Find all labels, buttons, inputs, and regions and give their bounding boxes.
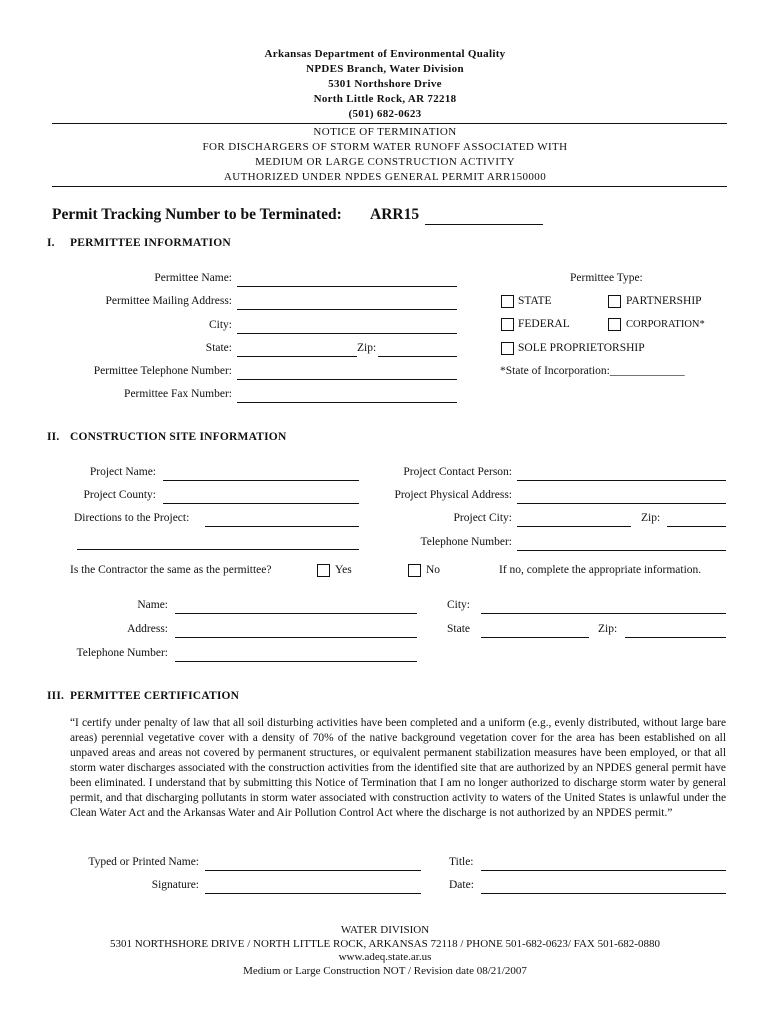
mailing-address-label: Permittee Mailing Address: bbox=[105, 295, 232, 307]
title-field[interactable] bbox=[481, 870, 726, 871]
project-zip-field[interactable] bbox=[667, 526, 726, 527]
directions-field-1[interactable] bbox=[205, 526, 359, 527]
sole-proprietorship-checkbox[interactable] bbox=[501, 342, 514, 355]
fax-label: Permittee Fax Number: bbox=[124, 388, 232, 400]
section-1-number: I. bbox=[47, 237, 55, 249]
header-rule-bottom bbox=[52, 186, 727, 187]
state-checkbox-label: STATE bbox=[518, 295, 552, 307]
footer-address: 5301 NORTHSHORE DRIVE / NORTH LITTLE ROCK, ARKANSAS 72118 / PHONE 501-682-0623/ FAX 501-682-0880 bbox=[110, 938, 660, 950]
contractor-zip-label: Zip: bbox=[598, 623, 618, 635]
footer-revision: Medium or Large Construction NOT / Revision date 08/21/2007 bbox=[243, 965, 527, 977]
project-name-field[interactable] bbox=[163, 480, 359, 481]
project-zip-label: Zip: bbox=[641, 512, 661, 524]
contractor-yes-checkbox[interactable] bbox=[317, 564, 330, 577]
partnership-checkbox-label: PARTNERSHIP bbox=[626, 295, 702, 307]
contractor-telephone-label: Telephone Number: bbox=[76, 647, 168, 659]
section-3-heading: PERMITTEE CERTIFICATION bbox=[70, 690, 240, 702]
contractor-state-label: State bbox=[447, 623, 470, 635]
zip-field[interactable] bbox=[378, 356, 457, 357]
tracking-label: Permit Tracking Number to be Terminated: bbox=[52, 206, 342, 223]
if-no-instruction: If no, complete the appropriate information. bbox=[499, 564, 702, 576]
project-county-label: Project County: bbox=[83, 489, 156, 501]
project-city-field[interactable] bbox=[517, 526, 631, 527]
contractor-no-checkbox[interactable] bbox=[408, 564, 421, 577]
branch-name: NPDES Branch, Water Division bbox=[306, 63, 464, 75]
footer-website[interactable]: www.adeq.state.ar.us bbox=[338, 951, 432, 963]
city-field[interactable] bbox=[237, 333, 457, 334]
corporation-checkbox[interactable] bbox=[608, 318, 621, 331]
contractor-name-label: Name: bbox=[137, 599, 168, 611]
state-field[interactable] bbox=[237, 356, 357, 357]
contractor-yes-label: Yes bbox=[335, 564, 352, 576]
agency-name: Arkansas Department of Environmental Quality bbox=[264, 48, 506, 60]
physical-address-field[interactable] bbox=[517, 503, 726, 504]
contractor-address-label: Address: bbox=[127, 623, 168, 635]
contractor-no-label: No bbox=[426, 564, 441, 576]
contact-person-label: Project Contact Person: bbox=[403, 466, 512, 478]
permittee-name-field[interactable] bbox=[237, 286, 457, 287]
agency-city: North Little Rock, AR 72218 bbox=[313, 93, 457, 105]
typed-name-label: Typed or Printed Name: bbox=[88, 856, 199, 868]
title-label: Title: bbox=[449, 856, 474, 868]
project-name-label: Project Name: bbox=[89, 466, 156, 478]
form-title-4: AUTHORIZED UNDER NPDES GENERAL PERMIT ARR150000 bbox=[223, 171, 547, 183]
project-county-field[interactable] bbox=[163, 503, 359, 504]
federal-checkbox-label: FEDERAL bbox=[518, 318, 570, 330]
tracking-number-field[interactable] bbox=[425, 224, 543, 225]
contractor-name-field[interactable] bbox=[175, 613, 417, 614]
sole-proprietorship-label: SOLE PROPRIETORSHIP bbox=[518, 342, 645, 354]
header-rule-top bbox=[52, 123, 727, 124]
date-field[interactable] bbox=[481, 893, 726, 894]
permittee-name-label: Permittee Name: bbox=[154, 272, 232, 284]
fax-field[interactable] bbox=[237, 402, 457, 403]
contractor-city-field[interactable] bbox=[481, 613, 726, 614]
permittee-type-label: Permittee Type: bbox=[570, 272, 643, 284]
section-1-heading: PERMITTEE INFORMATION bbox=[70, 237, 231, 249]
directions-field-2[interactable] bbox=[77, 549, 359, 550]
footer-division: WATER DIVISION bbox=[340, 924, 430, 936]
state-checkbox[interactable] bbox=[501, 295, 514, 308]
project-city-label: Project City: bbox=[453, 512, 512, 524]
mailing-address-field[interactable] bbox=[237, 309, 457, 310]
section-2-heading: CONSTRUCTION SITE INFORMATION bbox=[70, 431, 287, 443]
city-label: City: bbox=[208, 319, 232, 331]
form-title-1: NOTICE OF TERMINATION bbox=[313, 126, 457, 138]
contractor-telephone-field[interactable] bbox=[175, 661, 417, 662]
project-telephone-label: Telephone Number: bbox=[420, 536, 512, 548]
state-of-incorporation-label: *State of Incorporation:_____________ bbox=[500, 365, 685, 377]
contractor-question: Is the Contractor the same as the permittee? bbox=[70, 564, 272, 576]
agency-phone: (501) 682-0623 bbox=[348, 108, 422, 120]
tracking-prefix: ARR15 bbox=[370, 206, 420, 223]
certification-statement: “I certify under penalty of law that all soil disturbing activities have been completed and a uniform (e.g., evenly distributed, without large bare areas) perennial vegetative cover with a density of 70% of the native background vegetation cover for the area has been established on all unpaved areas and areas not covered by permanent structures, or equivalent permanent stabilization measures have been employed, or that all storm water discharges associated with the construction activities from the identified site that are authorized by an NPDES general permit have been eliminated. I understand that by submitting this Notice of Termination that I am no longer authorized to discharge storm water by general permit, and that discharging pollutants in storm water associated with construction activity to waters of the United States is unlawful under the Clean Water Act and the Arkansas Water and Air Pollution Control Act where the discharge is not authorized by an NPDES permit.” bbox=[70, 717, 726, 819]
section-2-number: II. bbox=[47, 431, 60, 443]
date-label: Date: bbox=[449, 879, 474, 891]
contractor-zip-field[interactable] bbox=[625, 637, 726, 638]
corporation-checkbox-label: CORPORATION* bbox=[626, 319, 705, 330]
physical-address-label: Project Physical Address: bbox=[394, 489, 512, 501]
contact-person-field[interactable] bbox=[517, 480, 726, 481]
state-of-incorporation-field[interactable]: _____________ bbox=[609, 365, 685, 377]
directions-label: Directions to the Project: bbox=[74, 512, 190, 524]
agency-street: 5301 Northshore Drive bbox=[328, 78, 442, 90]
signature-label: Signature: bbox=[151, 879, 199, 891]
contractor-city-label: City: bbox=[447, 599, 471, 611]
typed-name-field[interactable] bbox=[205, 870, 421, 871]
form-title-3: MEDIUM OR LARGE CONSTRUCTION ACTIVITY bbox=[255, 156, 515, 168]
state-label: State: bbox=[205, 342, 232, 354]
form-title-2: FOR DISCHARGERS OF STORM WATER RUNOFF ASSOCIATED WITH bbox=[202, 141, 568, 153]
project-telephone-field[interactable] bbox=[517, 550, 726, 551]
federal-checkbox[interactable] bbox=[501, 318, 514, 331]
signature-field[interactable] bbox=[205, 893, 421, 894]
zip-label: Zip: bbox=[357, 342, 377, 354]
partnership-checkbox[interactable] bbox=[608, 295, 621, 308]
section-3-number: III. bbox=[47, 690, 65, 702]
telephone-field[interactable] bbox=[237, 379, 457, 380]
contractor-address-field[interactable] bbox=[175, 637, 417, 638]
telephone-label: Permittee Telephone Number: bbox=[93, 365, 232, 377]
contractor-state-field[interactable] bbox=[481, 637, 589, 638]
